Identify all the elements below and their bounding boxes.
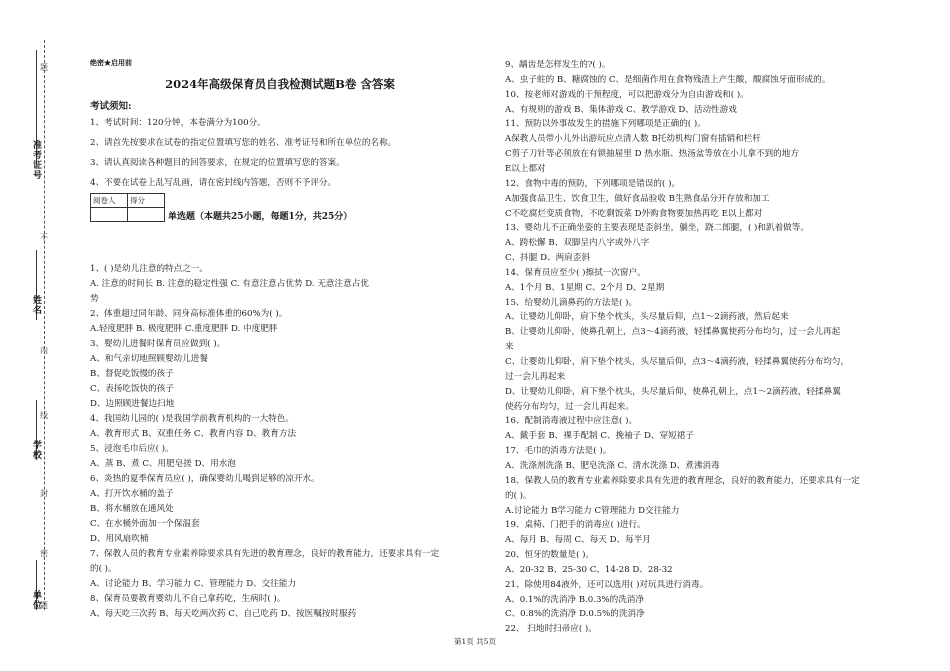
question-line: 势 (90, 294, 99, 304)
question-line: 2、体重超过同年龄、同身高标准体重的60%为( )。 (90, 309, 288, 319)
binding-mark: 不 (40, 233, 48, 242)
question-line: A、有规则的游戏 B、集体游戏 C、教学游戏 D、活动性游戏 (505, 104, 737, 115)
binding-mark: 封 (40, 489, 48, 498)
question-line: C不吃腐烂变质食物，不吃剩饭菜 D外购食物要加热再吃 E以上都对 (505, 208, 763, 219)
question-line: 的( )。 (90, 564, 117, 574)
question-line: 3、婴幼儿进餐时保育员应做到( )。 (90, 339, 226, 349)
question-line: A、讨论能力 B、学习能力 C、管理能力 D、交往能力 (90, 579, 297, 589)
question-line: A、打开饮水桶的盖子 (90, 489, 174, 499)
question-line: 18、保教人员的教育专业素养除要求具有先进的教育理念，良好的教育能力，还要求具有一定 (505, 475, 860, 486)
question-line: A、洗涤剂洗涤 B、肥皂洗涤 C、清水洗涤 D、煮沸消毒 (505, 460, 720, 471)
question-line: C、让婴幼儿仰卧，肩下垫个枕头，头尽量后仰，点3～4滴药液，轻揉鼻翼使药分布均匀， (505, 357, 850, 367)
question-line: 15、给婴幼儿滴鼻药的方法是( )。 (505, 297, 638, 308)
question-line: 8、保育员要教育婴幼儿不自己拿药吃，生病时( )。 (90, 594, 286, 604)
question-line: 4、我国幼儿园的( )是我国学前教育机构的一大特色。 (90, 414, 294, 424)
question-line: A、教育形式 B、双重任务 C、教育内容 D、教育方法 (90, 429, 297, 439)
school-label: 学校 (31, 440, 41, 460)
question-line: 5、浸泡毛巾后应( )。 (90, 444, 174, 454)
binding-mark: 线 (40, 411, 48, 420)
question-line: A、虫子蛀的 B、糖腐蚀的 C、是细菌作用在食物残渣上产生酸，酸腐蚀牙面形成的。 (505, 74, 831, 85)
question-line: 19、桌椅、门把手的消毒应( )进行。 (505, 520, 646, 531)
question-line: A、跨松懈 B、双脚呈内八字或外八字 (505, 238, 650, 249)
seal-line (44, 40, 45, 610)
question-line: A、蒸 B、煮 C、用肥皂搓 D、用水泡 (90, 459, 236, 469)
notice-heading: 考试须知: (90, 101, 132, 112)
question-line: 7、保教人员的教育专业素养除要求具有先进的教育理念，良好的教育能力，还要求具有一定 (90, 549, 440, 559)
question-line: 21、除使用84液外，还可以选用( )对玩具进行消毒。 (505, 579, 709, 590)
question-line: A、让婴幼儿仰卧，肩下垫个枕头，头尽量后仰，点1～2滴药液，然后起来 (505, 312, 789, 323)
question-line: B、督促吃饭慢的孩子 (90, 369, 174, 379)
question-line: D、让婴幼儿仰卧，肩下垫个枕头，头尽量后仰，使鼻孔朝上，点1～2滴药液，轻揉鼻翼 (505, 386, 841, 397)
question-line: 使药分布均匀，过一会儿再起来。 (505, 401, 634, 412)
question-line: A加强食品卫生、饮食卫生，做好食品验收 B生熟食品分开存放和加工 (505, 193, 770, 204)
reviewer-input[interactable] (91, 208, 128, 222)
question-line: 6、炎热的夏季保育员应( )，确保婴幼儿喝到足够的凉开水。 (90, 474, 320, 484)
question-line: B、让婴幼儿仰卧，使鼻孔朝上，点3～4滴药液，轻揉鼻翼使药分布均匀，过一会儿再起 (505, 327, 841, 338)
notice-item: 2、请首先按要求在试卷的指定位置填写您的姓名、准考证号和所在单位的名称。 (90, 138, 397, 148)
question-line: A、1个月 B、1星期 C、2个月 D、2星期 (505, 282, 665, 293)
question-line: 17、毛巾的消毒方法是( )。 (505, 446, 612, 457)
name-label: 姓名 (31, 295, 41, 315)
binding-mark: 内 (40, 346, 48, 355)
question-line: C、表扬吃饭快的孩子 (90, 384, 174, 394)
score-input[interactable] (128, 208, 165, 222)
question-line: 来 (505, 342, 514, 353)
question-line: 过一会儿再起来 (505, 371, 566, 382)
question-line: B、将水桶放在通风处 (90, 504, 174, 514)
question-line: 14、保育员应至少( )擦拭一次窗户。 (505, 267, 646, 278)
question-line: 11、预防以外事故发生的措施下列哪项是正确的( )。 (505, 119, 706, 130)
question-line: 22、 扫地时扫帚应( )。 (505, 624, 597, 635)
question-line: 的( )。 (505, 490, 532, 501)
section-heading: 单选题（本题共25小题，每题1分，共25分） (168, 212, 353, 222)
question-line: 12、食物中毒的预防，下列哪项是错误的( )。 (505, 178, 681, 189)
exam-number-label: 准考证号 (31, 140, 41, 180)
question-line: 9、龋齿是怎样发生的?( )。 (505, 60, 611, 70)
question-line: E以上都对 (505, 163, 546, 174)
question-line: D、边照顾进餐边扫地 (90, 399, 175, 409)
question-line: 1、( )是幼儿注意的特点之一。 (90, 264, 209, 274)
question-line: 20、恒牙的数量是( )。 (505, 550, 595, 561)
reviewer-cell: 阅卷人 (91, 194, 128, 208)
question-line: C剪子刀针等必须放在有锁抽屉里 D 热水瓶、热汤盆等放在小儿拿不到的地方 (505, 149, 799, 160)
page-title: 2024年高级保育员自我检测试题B卷 含答案 (165, 77, 395, 91)
question-line: 10、按老师对游戏的干预程度，可以把游戏分为自由游戏和( )。 (505, 89, 749, 100)
question-line: 16、配制消毒液过程中应注意( )。 (505, 416, 638, 427)
binding-margin (0, 0, 80, 671)
question-line: A、每天吃三次药 B、每天吃两次药 C、自己吃药 D、按医嘱按时服药 (90, 609, 357, 619)
notice-item: 1、考试时间：120分钟，本卷满分为100分。 (90, 118, 266, 128)
question-line: A、0.1%的洗消净 B.0.3%的洗消净 (505, 594, 644, 605)
notice-item: 4、不要在试卷上乱写乱画，请在密封线内答题，否则不予评分。 (90, 178, 337, 188)
question-line: C、0.8%的洗消净 D.0.5%的洗消净 (505, 609, 645, 620)
score-table (90, 193, 165, 222)
question-line: A、戴手套 B、裸手配制 C、挽袖子 D、穿短裙子 (505, 431, 694, 442)
secret-label: 绝密★启用前 (90, 58, 132, 67)
question-line: A保教人员带小儿外出游玩应点清人数 B托幼机构门窗有插销和栏杆 (505, 134, 761, 145)
question-line: 13、婴幼儿不正确坐姿的主要表现是歪斜坐，躺坐，跷二郎腿，( )和趴着做等。 (505, 223, 809, 234)
unit-label: 单位 (31, 590, 41, 610)
binding-mark: 密 (40, 549, 48, 558)
binding-mark: 题 (40, 63, 48, 72)
question-line: A、每月 B、每周 C、每天 D、每半月 (505, 535, 651, 546)
score-cell: 得分 (128, 194, 165, 208)
question-line: A.讨论能力 B学习能力 C管理能力 D交往能力 (505, 505, 680, 516)
question-line: A、20-32 B、25-30 C、14-28 D、28-32 (505, 564, 673, 575)
question-line: A.轻度肥胖 B. 极度肥胖 C.重度肥胖 D. 中度肥胖 (90, 324, 278, 334)
page-footer: 第1页 共5页 (454, 637, 496, 646)
question-line: D、用风扇吹桶 (90, 534, 149, 544)
question-line: A. 注意的时间长 B. 注意的稳定性强 C. 有意注意占优势 D. 无意注意占优 (90, 279, 369, 289)
binding-mark: 题 (40, 601, 48, 610)
question-line: A、和气亲切地照顾婴幼儿进餐 (90, 354, 208, 364)
question-line: C、抖腿 D、两肩歪斜 (505, 253, 590, 264)
question-line: C、在水桶外面加一个保温套 (90, 519, 200, 529)
notice-item: 3、请认真阅读各种题目的回答要求，在规定的位置填写您的答案。 (90, 158, 345, 168)
